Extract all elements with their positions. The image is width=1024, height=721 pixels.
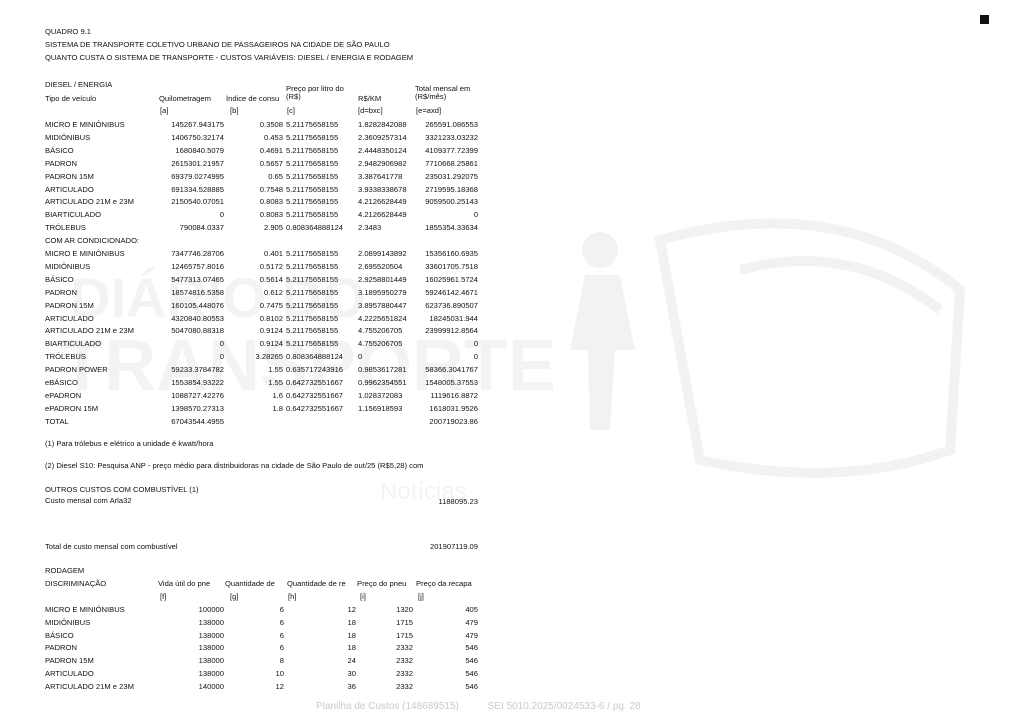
diesel-cell-preco: 0.642732551667 — [286, 403, 344, 413]
rodagem-col-discriminacao: DISCRIMINAÇÃO — [45, 579, 107, 588]
diesel-cell-total: 4109377.72399 — [425, 145, 478, 155]
diesel-col-rskm: R$/KM — [358, 94, 382, 103]
diesel-row — [0, 237, 1024, 248]
rodagem-code-h: [h] — [288, 592, 297, 601]
diesel-cell-total: 623736.890507 — [425, 300, 478, 310]
diesel-col-total: Total mensal em (R$/mês) — [415, 85, 471, 101]
diesel-cell-consumo: 0.8102 — [259, 313, 283, 323]
diesel-cell-consumo: 0.8083 — [259, 210, 283, 220]
diesel-cell-consumo: 1.55 — [268, 365, 283, 375]
rodagem-cell-preco-pneu: 2332 — [396, 681, 413, 691]
diesel-cell-total: 59246142.4671 — [425, 287, 478, 297]
rodagem-section-title: RODAGEM — [45, 566, 85, 575]
rodagem-cell-qtd: 8 — [279, 656, 284, 666]
diesel-cell-tipo: TRÓLEBUS — [45, 352, 86, 362]
rodagem-code-g: [g] — [230, 592, 239, 601]
diesel-cell-preco: 5.21175658155 — [286, 261, 339, 271]
diesel-cell-rskm: 1.8282842088 — [358, 120, 407, 129]
diesel-row — [0, 366, 1024, 377]
rodagem-col-preco-recapa: Preço da recapa — [416, 580, 472, 588]
diesel-cell-consumo: 0.453 — [263, 132, 283, 142]
diesel-cell-total: 18245031.944 — [429, 313, 478, 323]
diesel-cell-rskm: 3.9338338678 — [358, 184, 407, 194]
diesel-cell-rskm: 0.9962354551 — [358, 378, 407, 387]
diesel-row — [0, 198, 1024, 209]
diesel-cell-rskm: 2.4448350124 — [358, 145, 407, 155]
page-footer — [316, 702, 667, 712]
diesel-cell-km: 160105.448076 — [171, 300, 224, 310]
diesel-cell-km: 2615301.21957 — [171, 158, 224, 168]
diesel-row — [0, 263, 1024, 274]
rodagem-cell-qtd: 12 — [275, 681, 284, 691]
diesel-cell-preco: 5.21175658155 — [286, 210, 339, 220]
rodagem-cell-preco-pneu: 1715 — [396, 630, 413, 640]
diesel-cell-tipo: BÁSICO — [45, 145, 74, 155]
diesel-cell-km: 0 — [219, 339, 224, 349]
diesel-cell-km: 12465757.8016 — [171, 261, 224, 271]
diesel-cell-preco: 0.808364888124 — [286, 352, 344, 362]
rodagem-cell-discriminacao: PADRON 15M — [45, 656, 94, 666]
diesel-cell-rskm: 3.1895950279 — [358, 287, 407, 297]
rodagem-cell-vida: 138000 — [198, 617, 224, 627]
diesel-section-title: DIESEL / ENERGIA — [45, 80, 113, 89]
diesel-cell-tipo: PADRON 15M — [45, 171, 94, 181]
rodagem-cell-qtd: 6 — [279, 630, 284, 640]
diesel-code-e: [e=axd] — [416, 106, 442, 115]
diesel-cell-preco: 5.21175658155 — [286, 171, 339, 181]
rodagem-cell-vida: 138000 — [198, 656, 224, 666]
diesel-cell-km: 67043544.4955 — [171, 416, 224, 426]
rodagem-cell-discriminacao: PADRON — [45, 643, 77, 653]
diesel-cell-consumo: 2.905 — [263, 223, 283, 233]
diesel-cell-tipo: ARTICULADO — [45, 184, 94, 194]
diesel-cell-consumo: 1.6 — [272, 390, 283, 400]
footer-sei: SEI 5010.2025/0024533-6 / pg. 28 — [487, 701, 641, 712]
rodagem-cell-preco-recapa: 546 — [465, 669, 478, 678]
rodagem-row — [0, 619, 1024, 630]
rodagem-cell-preco-recapa: 546 — [465, 643, 478, 653]
diesel-row — [0, 405, 1024, 416]
rodagem-row — [0, 657, 1024, 668]
diesel-row — [0, 418, 1024, 429]
diesel-cell-consumo: 0.3508 — [259, 120, 283, 129]
diesel-cell-consumo: 0.7475 — [259, 300, 283, 310]
rodagem-col-vida: Vida útil do pne — [158, 580, 211, 588]
diesel-cell-total: 2719595.18368 — [425, 184, 478, 194]
diesel-cell-km: 7347746.28706 — [171, 249, 224, 258]
rodagem-cell-discriminacao: MIDIÔNIBUS — [45, 617, 91, 627]
diesel-cell-consumo: 0.5614 — [259, 274, 283, 284]
diesel-cell-preco: 5.21175658155 — [286, 184, 339, 194]
rodagem-cell-qtd-re: 18 — [347, 643, 356, 653]
rodagem-cell-discriminacao: ARTICULADO 21M e 23M — [45, 681, 134, 691]
diesel-cell-total: 1618031.9526 — [429, 403, 478, 413]
diesel-cell-preco: 0.642732551667 — [286, 390, 344, 400]
diesel-cell-rskm: 4.2126628449 — [358, 197, 407, 207]
diesel-cell-total: 15356160.6935 — [425, 249, 478, 258]
rodagem-row — [0, 644, 1024, 655]
diesel-cell-tipo: ePADRON 15M — [45, 403, 99, 413]
diesel-cell-rskm: 3.387641778 — [358, 171, 403, 181]
diesel-cell-consumo: 0.5657 — [259, 158, 283, 168]
rodagem-cell-qtd: 6 — [279, 605, 284, 614]
diesel-cell-tipo: COM AR CONDICIONADO: — [45, 236, 140, 246]
rodagem-code-f: [f] — [160, 592, 167, 601]
rodagem-col-preco-pneu: Preço do pneu — [357, 580, 407, 588]
diesel-cell-rskm: 0.9853617281 — [358, 365, 407, 375]
diesel-cell-rskm: 3.8957880447 — [358, 300, 407, 310]
diesel-cell-km: 4320840.80553 — [171, 313, 224, 323]
diesel-cell-consumo: 1.8 — [272, 403, 283, 413]
diesel-cell-preco: 5.21175658155 — [286, 158, 339, 168]
rodagem-code-j: [j] — [418, 592, 424, 601]
diesel-row — [0, 224, 1024, 235]
diesel-cell-preco: 5.21175658155 — [286, 249, 339, 258]
diesel-cell-rskm: 2.3483 — [358, 223, 382, 233]
diesel-cell-preco: 0.642732551667 — [286, 378, 344, 387]
diesel-cell-total: 1855354.33634 — [425, 223, 478, 233]
diesel-cell-preco: 5.21175658155 — [286, 145, 339, 155]
rodagem-cell-qtd-re: 18 — [347, 630, 356, 640]
diesel-cell-total: 16025961.5724 — [425, 274, 478, 284]
diesel-cell-km: 18574816.5358 — [171, 287, 224, 297]
diesel-row — [0, 121, 1024, 132]
diesel-cell-rskm: 2.9482906982 — [358, 158, 407, 168]
diesel-row — [0, 134, 1024, 145]
diesel-cell-consumo: 0.9124 — [259, 339, 283, 349]
diesel-cell-km: 1553854.93222 — [171, 378, 224, 387]
total-combustivel-value: 201907119.09 — [429, 542, 478, 551]
rodagem-cell-qtd: 10 — [275, 669, 284, 678]
diesel-cell-tipo: MICRO E MINIÔNIBUS — [45, 249, 125, 258]
diesel-code-c: [c] — [287, 106, 296, 115]
diesel-cell-tipo: MIDIÔNIBUS — [45, 132, 91, 142]
diesel-cell-tipo: BÁSICO — [45, 274, 74, 284]
diesel-cell-rskm: 2.9258801449 — [358, 274, 407, 284]
diesel-cell-tipo: PADRON 15M — [45, 300, 94, 310]
diesel-row — [0, 173, 1024, 184]
diesel-row — [0, 302, 1024, 313]
rodagem-cell-preco-recapa: 479 — [465, 630, 478, 640]
diesel-cell-total: 1548005.37553 — [425, 378, 478, 387]
rodagem-cell-vida: 138000 — [198, 669, 224, 678]
diesel-cell-preco: 5.21175658155 — [286, 287, 339, 297]
diesel-col-preco: Preço por litro do (R$) — [286, 85, 344, 101]
diesel-cell-rskm: 2.3609257314 — [358, 132, 407, 142]
diesel-code-b: [b] — [230, 106, 239, 115]
diesel-row — [0, 340, 1024, 351]
rodagem-col-qtd-re: Quantidade de re — [287, 580, 346, 588]
diesel-cell-km: 69379.0274995 — [171, 171, 224, 181]
diesel-cell-total: 265591.086553 — [425, 120, 478, 129]
diesel-cell-total: 0 — [473, 210, 478, 220]
diesel-cell-km: 1406750.32174 — [171, 132, 224, 142]
rodagem-cell-vida: 138000 — [198, 630, 224, 640]
diesel-cell-total: 33601705.7518 — [425, 261, 478, 271]
diesel-cell-total: 200719023.86 — [429, 416, 478, 426]
diesel-cell-tipo: MIDIÔNIBUS — [45, 261, 91, 271]
rodagem-cell-qtd-re: 30 — [347, 669, 356, 678]
diesel-cell-tipo: ARTICULADO 21M e 23M — [45, 197, 134, 207]
header-sistema: SISTEMA DE TRANSPORTE COLETIVO URBANO DE PASSAGEIROS NA CIDADE DE SÃO PAULO — [45, 40, 390, 49]
diesel-cell-total: 0 — [473, 339, 478, 349]
diesel-cell-consumo: 0.8083 — [259, 197, 283, 207]
diesel-cell-tipo: BIARTICULADO — [45, 339, 101, 349]
diesel-cell-km: 790084.0337 — [179, 223, 224, 233]
rodagem-cell-qtd: 6 — [279, 617, 284, 627]
rodagem-code-i: [i] — [360, 592, 366, 601]
rodagem-cell-preco-recapa: 546 — [465, 681, 478, 691]
diesel-cell-tipo: ARTICULADO 21M e 23M — [45, 326, 134, 336]
diesel-row — [0, 392, 1024, 403]
diesel-row — [0, 289, 1024, 300]
rodagem-cell-preco-recapa: 546 — [465, 656, 478, 666]
diesel-cell-km: 0 — [219, 352, 224, 362]
diesel-note-2: (2) Diesel S10: Pesquisa ANP - preço médio para distribuidoras na cidade de São Paulo de out/25 (R$5,28) com — [45, 462, 424, 470]
diesel-cell-consumo: 0.4691 — [259, 145, 283, 155]
diesel-cell-km: 691334.528885 — [171, 184, 224, 194]
rodagem-row — [0, 606, 1024, 617]
diesel-col-tipo: Tipo de veículo — [45, 94, 97, 103]
diesel-cell-preco: 0.635717243916 — [286, 365, 344, 375]
diesel-cell-rskm: 2.695520504 — [358, 261, 403, 271]
diesel-cell-rskm: 4.2225651824 — [358, 313, 407, 323]
diesel-cell-total: 7710668.25861 — [425, 158, 478, 168]
diesel-cell-preco: 5.21175658155 — [286, 274, 339, 284]
diesel-cell-consumo: 3.28265 — [255, 352, 283, 362]
diesel-cell-rskm: 4.755206705 — [358, 326, 403, 336]
rodagem-cell-qtd-re: 36 — [347, 681, 356, 691]
rodagem-cell-preco-pneu: 2332 — [396, 656, 413, 666]
rodagem-cell-vida: 100000 — [198, 605, 224, 614]
diesel-cell-total: 1119616.8872 — [430, 390, 478, 400]
diesel-cell-km: 5047080.88318 — [171, 326, 224, 336]
rodagem-cell-preco-recapa: 405 — [465, 605, 478, 614]
rodagem-cell-preco-pneu: 2332 — [396, 669, 413, 678]
diesel-cell-preco: 0.808364888124 — [286, 223, 344, 233]
diesel-cell-tipo: BIARTICULADO — [45, 210, 101, 220]
diesel-row — [0, 353, 1024, 364]
diesel-row — [0, 147, 1024, 158]
diesel-cell-tipo: PADRON — [45, 158, 77, 168]
diesel-cell-consumo: 0.65 — [268, 171, 283, 181]
diesel-cell-preco: 5.21175658155 — [286, 339, 339, 349]
diesel-cell-total: 23999912.8564 — [425, 326, 478, 336]
diesel-code-a: [a] — [160, 106, 169, 115]
diesel-cell-preco: 5.21175658155 — [286, 120, 339, 129]
diesel-cell-km: 1088727.42276 — [171, 390, 224, 400]
diesel-cell-km: 0 — [219, 210, 224, 220]
diesel-cell-rskm: 1.156918593 — [358, 403, 403, 413]
diesel-cell-preco: 5.21175658155 — [286, 300, 339, 310]
diesel-cell-tipo: eBÁSICO — [45, 378, 78, 387]
diesel-cell-consumo: 0.9124 — [259, 326, 283, 336]
diesel-cell-total: 3321233.03232 — [425, 132, 478, 142]
diesel-row — [0, 250, 1024, 261]
diesel-cell-km: 5477313.07465 — [171, 274, 224, 284]
diesel-cell-tipo: MICRO E MINIÔNIBUS — [45, 120, 125, 129]
diesel-cell-preco: 5.21175658155 — [286, 197, 339, 207]
diesel-row — [0, 315, 1024, 326]
diesel-note-1: (1) Para trólebus e elétrico a unidade é kwatt/hora — [45, 439, 214, 448]
diesel-cell-preco: 5.21175658155 — [286, 313, 339, 323]
rodagem-col-qtd: Quantidade de — [225, 580, 275, 588]
diesel-code-d: [d=bxc] — [358, 106, 383, 115]
diesel-cell-preco: 5.21175658155 — [286, 326, 339, 336]
rodagem-cell-vida: 140000 — [198, 681, 224, 691]
rodagem-cell-preco-recapa: 479 — [465, 617, 478, 627]
diesel-cell-tipo: TOTAL — [45, 416, 69, 426]
rodagem-cell-qtd-re: 24 — [347, 656, 356, 666]
diesel-cell-tipo: PADRON POWER — [45, 365, 108, 375]
diesel-cell-tipo: PADRON — [45, 287, 77, 297]
diesel-row — [0, 160, 1024, 171]
diesel-cell-total: 235031.292075 — [425, 171, 478, 181]
diesel-col-consumo: Índice de consu — [226, 95, 280, 103]
rodagem-cell-vida: 138000 — [198, 643, 224, 653]
rodagem-cell-qtd-re: 12 — [347, 605, 356, 614]
diesel-row — [0, 379, 1024, 390]
diesel-row — [0, 327, 1024, 338]
diesel-cell-rskm: 1.028372083 — [358, 390, 403, 400]
diesel-cell-km: 145267.943175 — [171, 120, 224, 129]
diesel-cell-rskm: 4.755206705 — [358, 339, 403, 349]
footer-doc: Planilha de Custos (148689515) — [316, 701, 459, 712]
outros-title: OUTROS CUSTOS COM COMBUSTÍVEL (1) — [45, 485, 199, 494]
rodagem-row — [0, 670, 1024, 681]
diesel-cell-tipo: TRÓLEBUS — [45, 223, 86, 233]
diesel-cell-consumo: 0.5172 — [259, 261, 283, 271]
diesel-cell-consumo: 0.612 — [263, 287, 283, 297]
diesel-cell-consumo: 1.55 — [268, 378, 283, 387]
diesel-row — [0, 186, 1024, 197]
diesel-cell-km: 59233.3784782 — [171, 365, 224, 375]
diesel-cell-km: 1398570.27313 — [171, 403, 224, 413]
rodagem-row — [0, 632, 1024, 643]
outros-value: 1188095.23 — [438, 497, 478, 506]
diesel-cell-total: 0 — [473, 352, 478, 362]
header-quadro: QUADRO 9.1 — [45, 27, 91, 36]
rodagem-cell-preco-pneu: 2332 — [396, 643, 413, 653]
diesel-row — [0, 276, 1024, 287]
rodagem-row — [0, 683, 1024, 694]
page-marker — [980, 15, 989, 24]
outros-label: Custo mensal com Arla32 — [45, 496, 132, 505]
diesel-cell-consumo: 0.7548 — [259, 184, 283, 194]
diesel-cell-rskm: 2.0899143892 — [358, 249, 407, 258]
header-quanto-custa: QUANTO CUSTA O SISTEMA DE TRANSPORTE - CUSTOS VARIÁVEIS: DIESEL / ENERGIA E RODAGEM — [45, 53, 414, 62]
diesel-cell-total: 9059500.25143 — [425, 197, 478, 207]
diesel-cell-consumo: 0.401 — [263, 249, 283, 258]
diesel-cell-rskm: 0 — [358, 352, 363, 362]
rodagem-cell-preco-pneu: 1320 — [396, 605, 413, 614]
diesel-cell-rskm: 4.2126628449 — [358, 210, 407, 220]
total-combustivel-label: Total de custo mensal com combustível — [45, 542, 178, 551]
diesel-cell-km: 2150540.07051 — [171, 197, 224, 207]
diesel-cell-tipo: ePADRON — [45, 390, 82, 400]
rodagem-cell-preco-pneu: 1715 — [396, 617, 413, 627]
rodagem-cell-discriminacao: ARTICULADO — [45, 669, 94, 678]
rodagem-cell-qtd-re: 18 — [347, 617, 356, 627]
diesel-cell-total: 58366.3041767 — [425, 365, 478, 375]
rodagem-cell-qtd: 6 — [279, 643, 284, 653]
diesel-col-km: Quilometragem — [159, 94, 211, 103]
diesel-cell-tipo: ARTICULADO — [45, 313, 94, 323]
rodagem-cell-discriminacao: BÁSICO — [45, 630, 74, 640]
diesel-row — [0, 211, 1024, 222]
diesel-cell-preco: 5.21175658155 — [286, 132, 339, 142]
diesel-cell-km: 1680840.5079 — [175, 145, 224, 155]
rodagem-cell-discriminacao: MICRO E MINIÔNIBUS — [45, 605, 125, 614]
